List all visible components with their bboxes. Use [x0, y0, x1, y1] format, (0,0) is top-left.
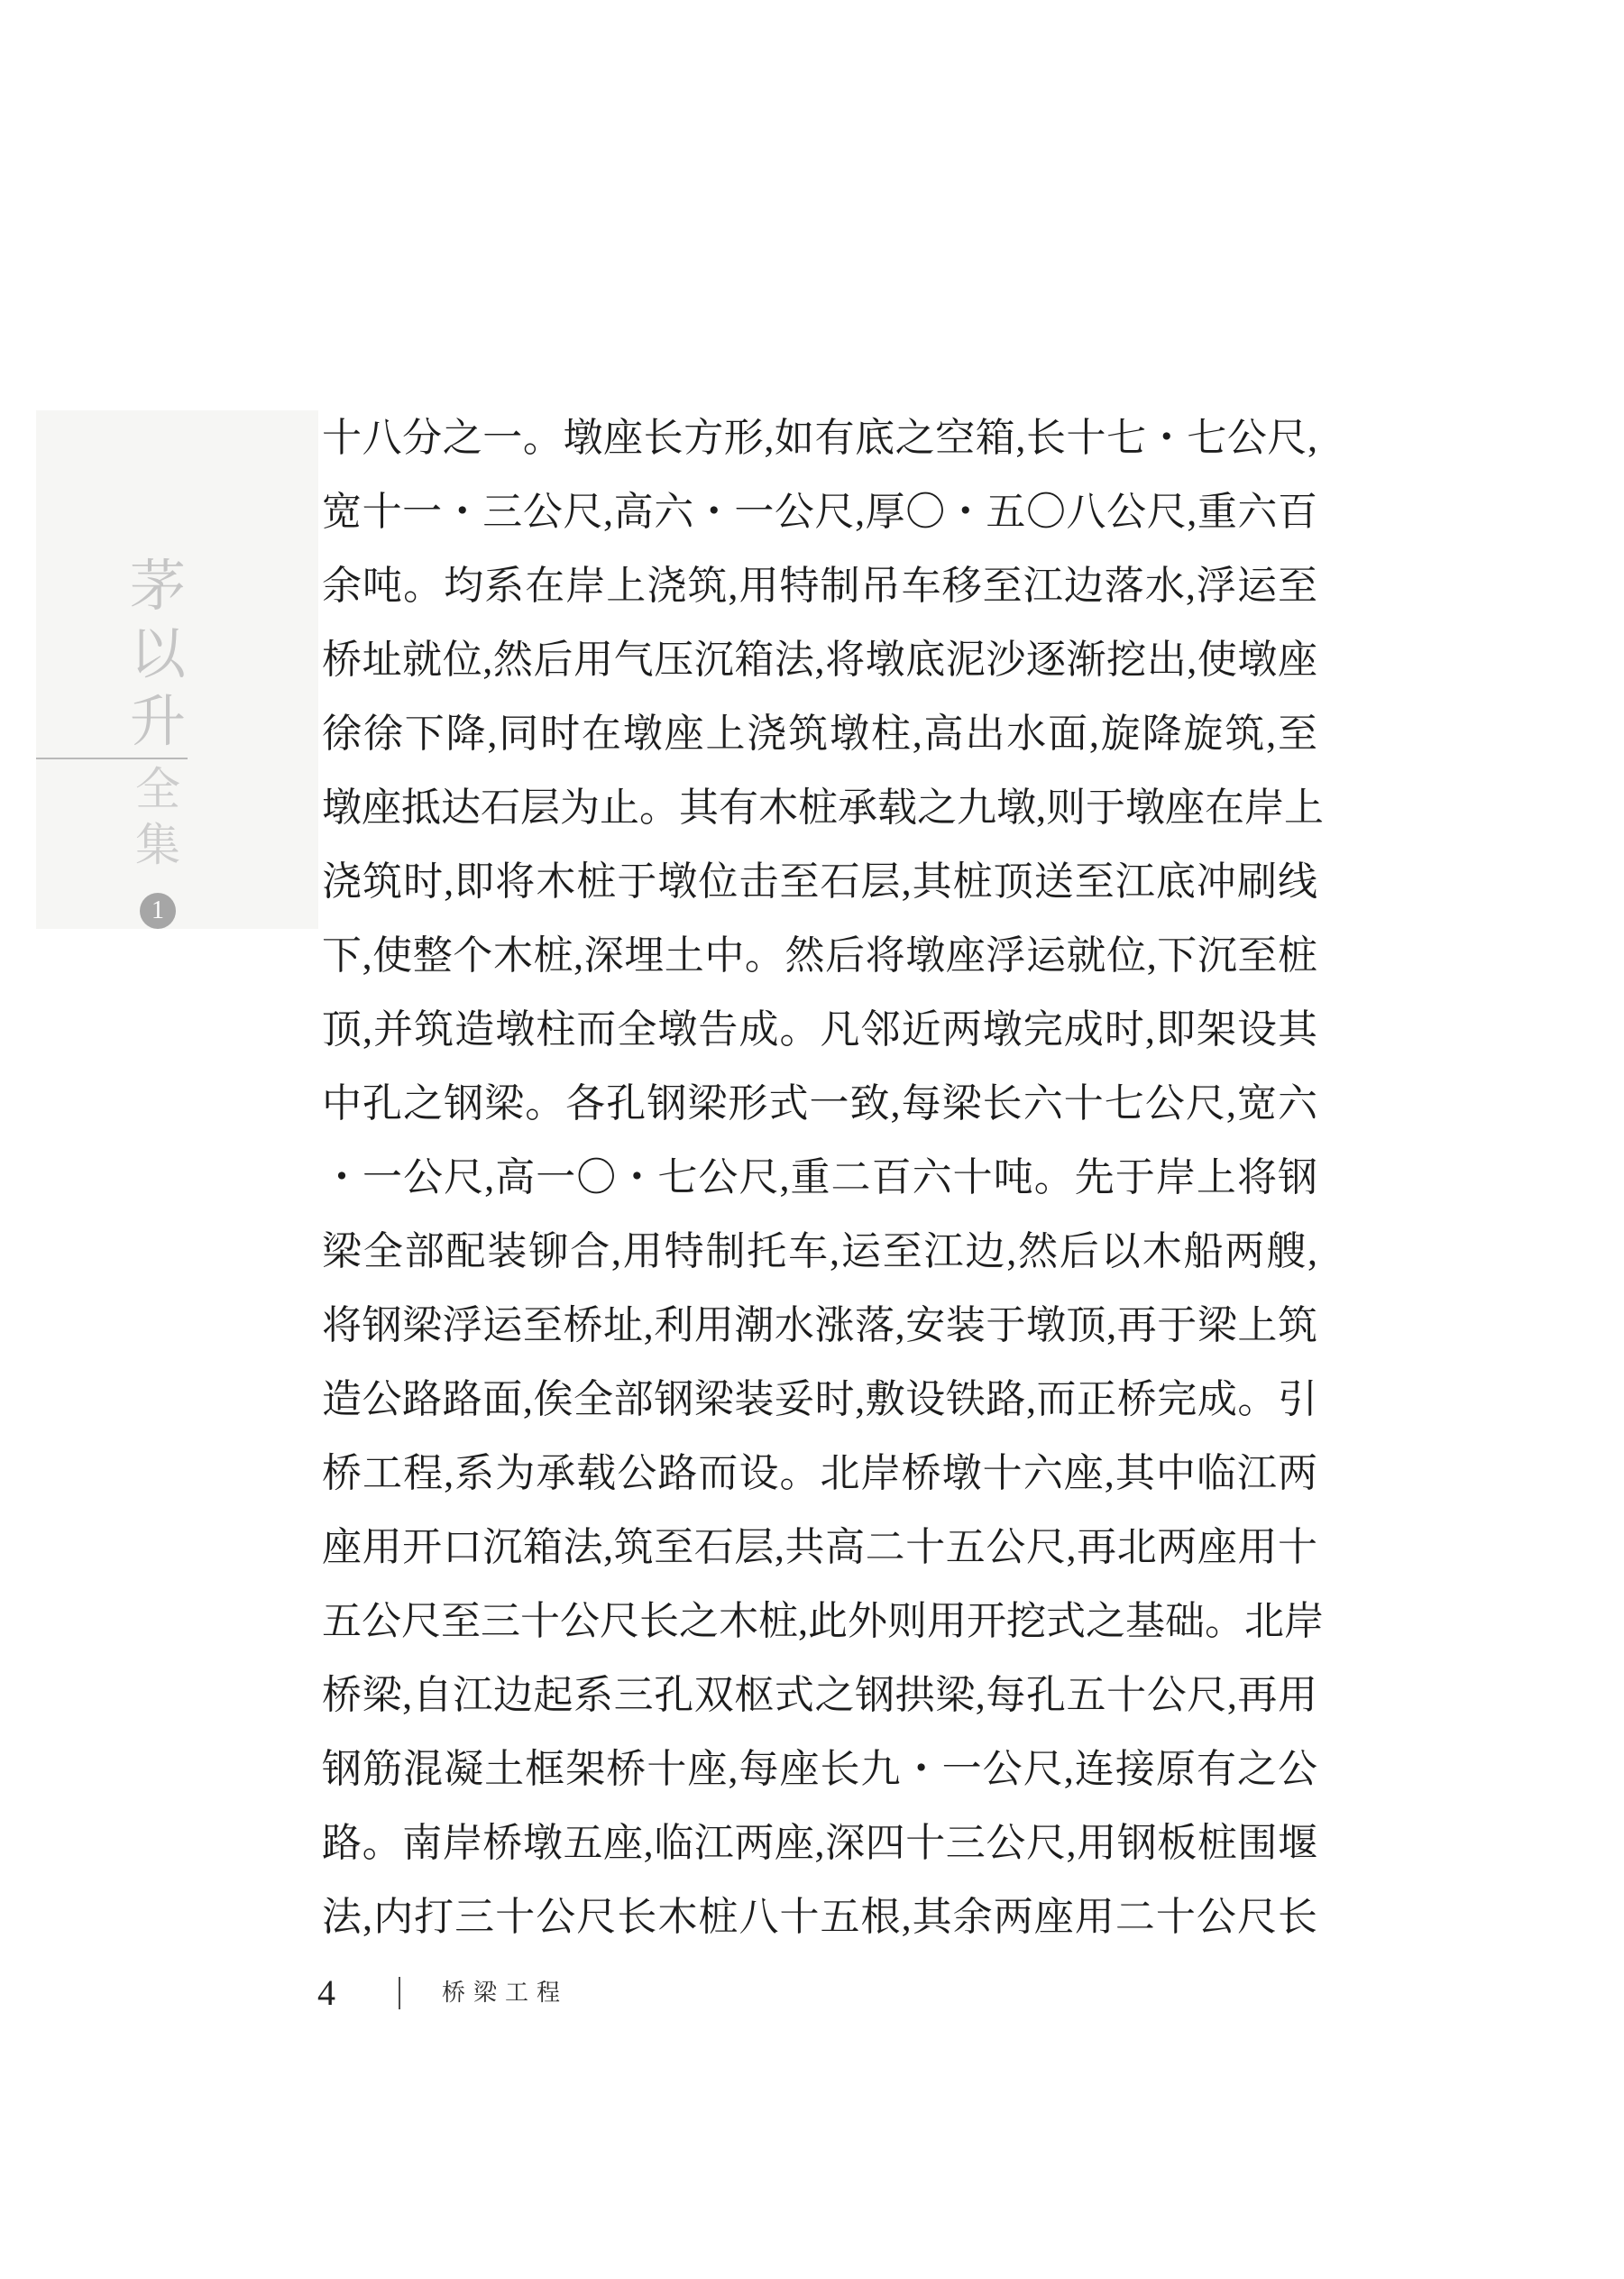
- body-line: 将钢梁浮运至桥址,利用潮水涨落,安装于墩顶,再于梁上筑: [322, 1303, 1317, 1347]
- body-line: 宽十一・三公尺,高六・一公尺,厚〇・五〇八公尺,重六百: [322, 490, 1317, 534]
- body-line: 路。南岸桥墩五座,临江两座,深四十三公尺,用钢板桩围堰: [322, 1821, 1317, 1865]
- series-subtitle-char-2: 集: [135, 820, 180, 870]
- body-line: 桥址就位,然后用气压沉箱法,将墩底泥沙逐渐挖出,使墩座: [322, 638, 1317, 682]
- footer-divider-bar: [399, 1977, 400, 2009]
- series-subtitle-char-1: 全: [135, 764, 180, 814]
- body-text-block: [322, 401, 1324, 1954]
- body-line: 徐徐下降,同时在墩座上浇筑墩柱,高出水面,旋降旋筑,至: [322, 712, 1317, 756]
- body-line: 桥工程,系为承载公路而设。北岸桥墩十六座,其中临江两: [322, 1451, 1317, 1495]
- body-line: 钢筋混凝土框架桥十座,每座长九・一公尺,连接原有之公: [322, 1747, 1317, 1791]
- body-line: 顶,并筑造墩柱而全墩告成。凡邻近两墩完成时,即架设其: [322, 1007, 1317, 1052]
- body-line: 中孔之钢梁。各孔钢梁形式一致,每梁长六十七公尺,宽六: [322, 1081, 1317, 1126]
- body-line: 十八分之一。墩座长方形,如有底之空箱,长十七・七公尺,: [322, 416, 1317, 460]
- body-line: 造公路路面,俟全部钢梁装妥时,敷设铁路,而正桥完成。引: [322, 1377, 1317, 1421]
- body-line: 梁全部配装铆合,用特制托车,运至江边,然后以木船两艘,: [322, 1229, 1317, 1273]
- volume-number-badge: 1: [140, 893, 176, 929]
- page-number: 4: [317, 1972, 335, 2013]
- body-line: 五公尺至三十公尺长之木桩,此外则用开挖式之基础。北岸: [322, 1599, 1324, 1643]
- series-title-char-2: 以: [129, 624, 186, 685]
- body-line: 桥梁,自江边起系三孔双枢式之钢拱梁,每孔五十公尺,再用: [322, 1673, 1317, 1717]
- body-line: ・一公尺,高一〇・七公尺,重二百六十吨。先于岸上将钢: [322, 1155, 1317, 1199]
- body-line: 余吨。均系在岸上浇筑,用特制吊车移至江边落水,浮运至: [322, 564, 1317, 608]
- series-title-char-1: 茅: [129, 556, 186, 618]
- body-line: 浇筑时,即将木桩于墩位击至石层,其桩顶送至江底冲刷线: [322, 859, 1317, 904]
- body-line: 下,使整个木桩,深埋土中。然后将墩座浮运就位,下沉至桩: [322, 933, 1317, 978]
- page-footer: [317, 1973, 568, 2013]
- body-line: 墩座抵达石层为止。其有木桩承载之九墩,则于墩座在岸上: [322, 786, 1324, 830]
- series-title-char-3: 升: [129, 692, 186, 753]
- body-line: 座用开口沉箱法,筑至石层,共高二十五公尺,再北两座用十: [322, 1525, 1317, 1569]
- sidebar-divider-rule: [36, 758, 188, 759]
- body-line: 法,内打三十公尺长木桩八十五根,其余两座用二十公尺长: [322, 1895, 1317, 1939]
- running-title: 桥梁工程: [442, 1980, 569, 2006]
